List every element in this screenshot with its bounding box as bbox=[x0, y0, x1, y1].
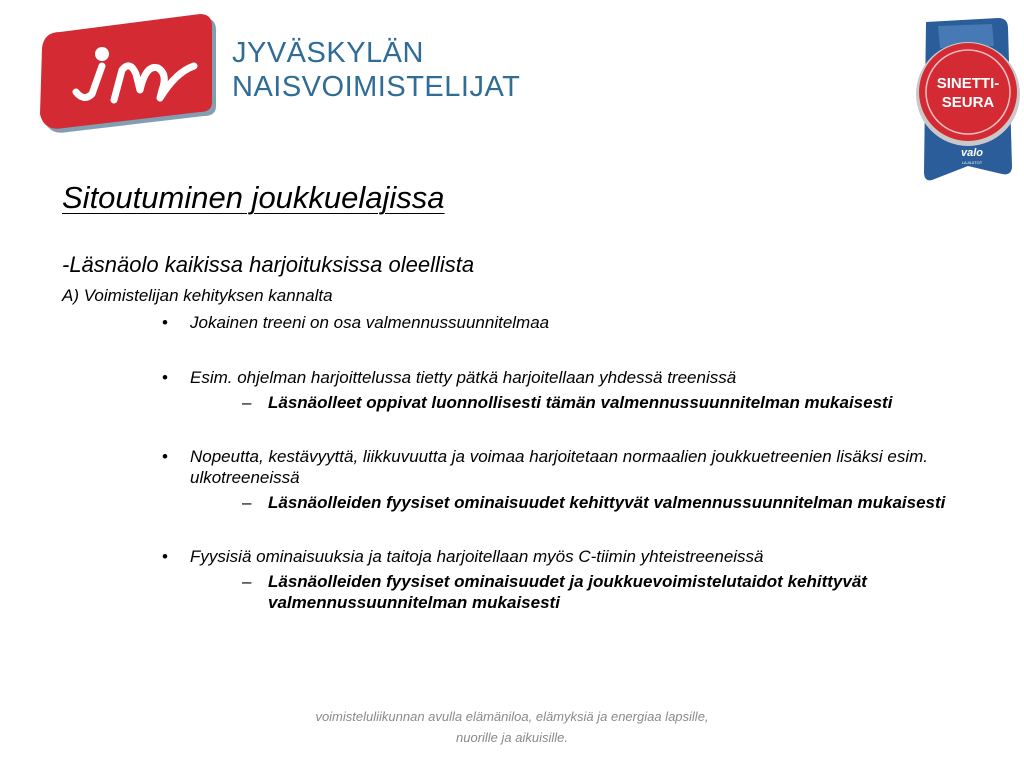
dash-icon: – bbox=[242, 393, 252, 412]
jn-logo-icon bbox=[36, 14, 218, 136]
slide-section: A) Voimistelijan kehityksen kannalta bbox=[62, 286, 333, 305]
sub-bullet-item bbox=[242, 571, 962, 613]
badge-valo: valo bbox=[960, 147, 984, 159]
sub-bullet-text: Läsnäolleet oppivat luonnollisesti tämän valmennussuunnitelman mukaisesti bbox=[268, 393, 893, 412]
sub-bullet-text: Läsnäolleiden fyysiset ominaisuudet kehittyvät valmennussuunnitelman mukaisesti bbox=[268, 493, 946, 512]
footer-slogan bbox=[0, 706, 1024, 748]
bullet-item bbox=[162, 446, 962, 513]
bullet-text: Nopeutta, kestävyyttä, liikkuvuutta ja voimaa harjoitetaan normaalien joukkuetreenien lisäksi esim. ulkotreeneissä bbox=[190, 447, 928, 487]
sinettiseura-badge-icon bbox=[912, 16, 1024, 184]
bullet-item bbox=[162, 312, 962, 333]
sub-bullet-item bbox=[242, 492, 962, 513]
bullet-dot-icon: • bbox=[162, 447, 168, 466]
badge-lajiliitot: LAJILIITOT bbox=[961, 160, 983, 165]
dash-icon: – bbox=[242, 493, 252, 512]
bullet-list bbox=[162, 312, 962, 645]
badge-line1: SINETTI- bbox=[936, 75, 1000, 92]
bullet-dot-icon: • bbox=[162, 368, 168, 387]
club-name-line2: NAISVOIMISTELIJAT bbox=[232, 71, 521, 103]
sub-bullet-text: Läsnäolleiden fyysiset ominaisuudet ja joukkuevoimistelutaidot kehittyvät valmennussuunnitelman mukaisesti bbox=[268, 572, 867, 612]
dash-icon: – bbox=[242, 572, 252, 591]
bullet-item bbox=[162, 546, 962, 613]
slide-title: Sitoutuminen joukkuelajissa bbox=[62, 180, 445, 215]
club-name bbox=[232, 36, 520, 104]
bullet-item bbox=[162, 367, 962, 413]
bullet-text: Jokainen treeni on osa valmennussuunnitelmaa bbox=[190, 313, 550, 332]
footer-line2: nuorille ja aikuisille. bbox=[456, 730, 568, 745]
sub-bullet-item bbox=[242, 392, 962, 413]
footer-line1: voimisteluliikunnan avulla elämäniloa, elämyksiä ja energiaa lapsille, bbox=[315, 709, 709, 724]
bullet-text: Fyysisiä ominaisuuksia ja taitoja harjoitellaan myös C-tiimin yhteistreeneissä bbox=[190, 547, 764, 566]
slide-subtitle: -Läsnäolo kaikissa harjoituksissa oleellista bbox=[62, 252, 475, 277]
bullet-dot-icon: • bbox=[162, 313, 168, 332]
bullet-dot-icon: • bbox=[162, 547, 168, 566]
badge-line2: SEURA bbox=[941, 94, 995, 111]
bullet-text: Esim. ohjelman harjoittelussa tietty pätkä harjoitellaan yhdessä treenissä bbox=[190, 368, 737, 387]
club-name-line1: JYVÄSKYLÄN bbox=[232, 37, 424, 69]
